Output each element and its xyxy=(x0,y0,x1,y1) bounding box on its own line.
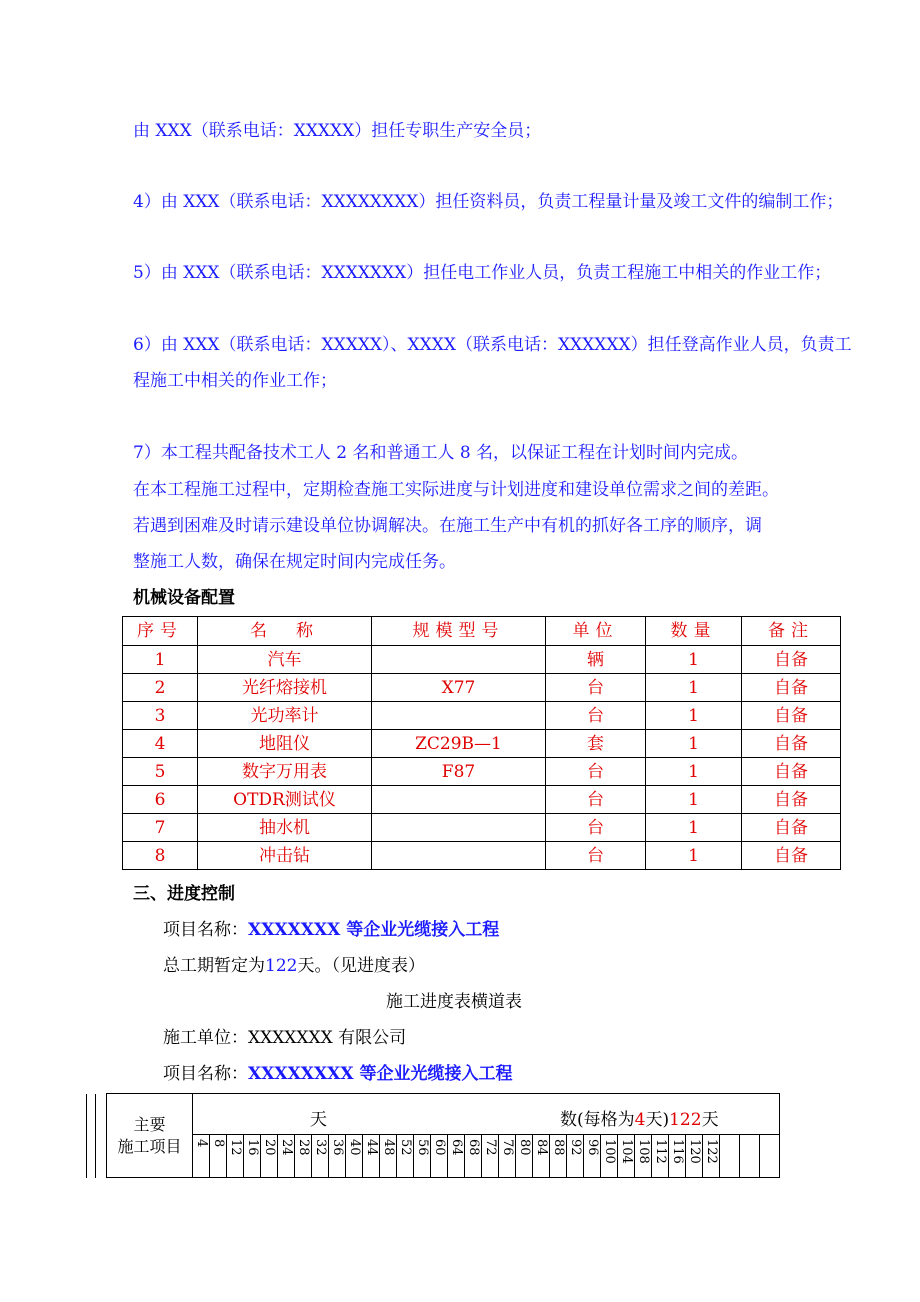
tick-label: 48 xyxy=(381,1139,396,1156)
tick-label: 4 xyxy=(194,1139,209,1148)
table-row xyxy=(123,646,841,674)
table-row xyxy=(123,702,841,730)
cell-note: 自备 xyxy=(742,730,841,758)
tick-label: 60 xyxy=(432,1139,447,1156)
table-row xyxy=(123,674,841,702)
cell-unit: 台 xyxy=(546,674,646,702)
paragraph-safety-officer: 由 XXX（联系电话：XXXXX）担任专职生产安全员； xyxy=(133,121,542,141)
project-name-line xyxy=(163,920,499,940)
tick-label: 120 xyxy=(687,1139,702,1164)
tick-cell xyxy=(567,1135,584,1178)
cell-unit: 套 xyxy=(546,730,646,758)
tick-cell xyxy=(760,1135,780,1178)
header-quantity: 数量 xyxy=(646,617,742,646)
cell-name: 光纤熔接机 xyxy=(198,674,372,702)
tick-label: 104 xyxy=(619,1139,634,1164)
schedule-header-row xyxy=(87,1094,780,1135)
table-row xyxy=(123,786,841,814)
tick-label: 122 xyxy=(704,1139,719,1164)
table-row xyxy=(123,842,841,870)
count-label-a: 数(每格为 xyxy=(560,1110,635,1130)
tick-cell xyxy=(261,1135,278,1178)
cell-name: 抽水机 xyxy=(198,814,372,842)
tick-cell xyxy=(465,1135,482,1178)
tick-label: 56 xyxy=(415,1139,430,1156)
count-label-b: 4 xyxy=(634,1110,646,1130)
tick-label: 84 xyxy=(534,1139,549,1156)
tick-cell xyxy=(210,1135,227,1178)
tick-cell xyxy=(550,1135,567,1178)
cell-note: 自备 xyxy=(742,674,841,702)
cell-unit: 台 xyxy=(546,842,646,870)
item-label-line2: 施工项目 xyxy=(117,1136,182,1156)
tick-label: 28 xyxy=(296,1139,311,1156)
unit-line xyxy=(163,1028,406,1048)
cell-model: ZC29B—1 xyxy=(372,730,546,758)
unit-name: XXXXXXX 有限公司 xyxy=(248,1028,407,1048)
section-heading: 三、进度控制 xyxy=(133,884,235,904)
header-index: 序号 xyxy=(123,617,198,646)
tick-cell xyxy=(397,1135,414,1178)
tick-label: 80 xyxy=(517,1139,532,1156)
tick-label: 12 xyxy=(228,1139,243,1156)
left-margin-cell xyxy=(96,1094,107,1178)
cell-unit: 台 xyxy=(546,814,646,842)
header-name: 名 称 xyxy=(198,617,372,646)
tick-cell xyxy=(329,1135,346,1178)
table-row xyxy=(123,758,841,786)
cell-quantity: 1 xyxy=(646,842,742,870)
tick-cell xyxy=(516,1135,533,1178)
paragraph-check-line2: 若遇到困难及时请示建设单位协调解决。在施工生产中有机的抓好各工序的顺序，调 xyxy=(133,516,762,536)
header-model: 规模型号 xyxy=(372,617,546,646)
item-label-cell xyxy=(107,1094,193,1178)
cell-name: 数字万用表 xyxy=(198,758,372,786)
tick-label: 52 xyxy=(398,1139,413,1156)
cell-note: 自备 xyxy=(742,646,841,674)
cell-model: F87 xyxy=(372,758,546,786)
table-row xyxy=(123,730,841,758)
tick-cell xyxy=(499,1135,516,1178)
tick-cell xyxy=(363,1135,380,1178)
tick-cell xyxy=(278,1135,295,1178)
tick-label: 44 xyxy=(364,1139,379,1156)
tick-label: 16 xyxy=(245,1139,260,1156)
tick-cell xyxy=(635,1135,652,1178)
equipment-title: 机械设备配置 xyxy=(133,588,235,608)
tick-label: 40 xyxy=(347,1139,362,1156)
project-name-line-2 xyxy=(163,1064,512,1084)
cell-unit: 辆 xyxy=(546,646,646,674)
schedule-title: 施工进度表横道表 xyxy=(386,992,522,1012)
cell-note: 自备 xyxy=(742,842,841,870)
cell-name: 光功率计 xyxy=(198,702,372,730)
tick-cell xyxy=(482,1135,499,1178)
tick-label: 92 xyxy=(568,1139,583,1156)
count-label xyxy=(560,1105,719,1130)
cell-model xyxy=(372,702,546,730)
tick-label: 20 xyxy=(262,1139,277,1156)
tick-label: 88 xyxy=(551,1139,566,1156)
tick-label: 116 xyxy=(670,1139,685,1164)
project-label-2: 项目名称： xyxy=(163,1064,248,1084)
header-note: 备注 xyxy=(742,617,841,646)
tick-cell xyxy=(584,1135,601,1178)
tick-label: 72 xyxy=(483,1139,498,1156)
cell-index: 8 xyxy=(123,842,198,870)
tick-cell xyxy=(312,1135,329,1178)
cell-quantity: 1 xyxy=(646,758,742,786)
tick-cell xyxy=(740,1135,760,1178)
cell-index: 3 xyxy=(123,702,198,730)
project-name-2: XXXXXXXX 等企业光缆接入工程 xyxy=(248,1064,513,1084)
left-margin-cell xyxy=(87,1094,96,1178)
cell-index: 6 xyxy=(123,786,198,814)
paragraph-item-6-line2: 程施工中相关的作业工作； xyxy=(133,371,337,391)
tick-cell xyxy=(669,1135,686,1178)
tick-label: 100 xyxy=(602,1139,617,1164)
project-name: XXXXXXX 等企业光缆接入工程 xyxy=(248,920,500,940)
period-suffix: 天。（见进度表） xyxy=(297,956,425,976)
cell-index: 5 xyxy=(123,758,198,786)
cell-note: 自备 xyxy=(742,758,841,786)
equipment-header-row xyxy=(123,617,841,646)
tick-label: 112 xyxy=(653,1139,668,1164)
tick-label: 68 xyxy=(466,1139,481,1156)
paragraph-item-4: 4）由 XXX（联系电话：XXXXXXXX）担任资料员，负责工程量计量及竣工文件的编制工作； xyxy=(133,192,844,212)
tick-cell xyxy=(380,1135,397,1178)
tick-cell xyxy=(431,1135,448,1178)
cell-unit: 台 xyxy=(546,758,646,786)
tick-cell xyxy=(533,1135,550,1178)
cell-model xyxy=(372,786,546,814)
cell-quantity: 1 xyxy=(646,646,742,674)
tick-cell xyxy=(720,1135,740,1178)
count-label-c: 天) xyxy=(645,1110,670,1130)
cell-index: 2 xyxy=(123,674,198,702)
paragraph-check-line1: 在本工程施工过程中，定期检查施工实际进度与计划进度和建设单位需求之间的差距。 xyxy=(133,480,779,500)
tick-cell xyxy=(346,1135,363,1178)
days-header-cell xyxy=(193,1094,780,1135)
tick-label: 8 xyxy=(211,1139,226,1148)
cell-unit: 台 xyxy=(546,786,646,814)
cell-index: 1 xyxy=(123,646,198,674)
tick-cell xyxy=(193,1135,210,1178)
tick-label: 64 xyxy=(449,1139,464,1156)
tick-label: 32 xyxy=(313,1139,328,1156)
days-label: 天 xyxy=(310,1110,327,1130)
tick-cell xyxy=(227,1135,244,1178)
cell-quantity: 1 xyxy=(646,702,742,730)
cell-name: 汽车 xyxy=(198,646,372,674)
tick-label: 76 xyxy=(500,1139,515,1156)
paragraph-item-7: 7）本工程共配备技术工人 2 名和普通工人 8 名，以保证工程在计划时间内完成。 xyxy=(133,443,749,463)
tick-cell xyxy=(295,1135,312,1178)
tick-label: 36 xyxy=(330,1139,345,1156)
cell-quantity: 1 xyxy=(646,814,742,842)
cell-model xyxy=(372,814,546,842)
cell-model xyxy=(372,646,546,674)
cell-name: 冲击钻 xyxy=(198,842,372,870)
paragraph-item-6-line1: 6）由 XXX（联系电话：XXXXX）、XXXX（联系电话：XXXXXX）担任登高作业人员，负责工 xyxy=(133,335,852,355)
tick-cell xyxy=(601,1135,618,1178)
period-line xyxy=(163,956,425,976)
tick-cell xyxy=(686,1135,703,1178)
item-label-line1: 主要 xyxy=(133,1114,166,1134)
cell-model xyxy=(372,842,546,870)
table-row xyxy=(123,814,841,842)
tick-cell xyxy=(448,1135,465,1178)
cell-note: 自备 xyxy=(742,814,841,842)
unit-label: 施工单位： xyxy=(163,1028,248,1048)
period-days: 122 xyxy=(265,956,298,976)
schedule-table xyxy=(86,1093,780,1178)
cell-name: OTDR测试仪 xyxy=(198,786,372,814)
tick-cell xyxy=(244,1135,261,1178)
period-prefix: 总工期暂定为 xyxy=(163,956,265,976)
cell-quantity: 1 xyxy=(646,674,742,702)
cell-note: 自备 xyxy=(742,702,841,730)
tick-cell xyxy=(618,1135,635,1178)
tick-cell xyxy=(652,1135,669,1178)
tick-label: 24 xyxy=(279,1139,294,1156)
cell-quantity: 1 xyxy=(646,730,742,758)
tick-label: 96 xyxy=(585,1139,600,1156)
cell-index: 7 xyxy=(123,814,198,842)
header-unit: 单位 xyxy=(546,617,646,646)
count-label-d: 122 xyxy=(669,1110,702,1130)
project-label: 项目名称： xyxy=(163,920,248,940)
paragraph-item-5: 5）由 XXX（联系电话：XXXXXXX）担任电工作业人员，负责工程施工中相关的作业工作； xyxy=(133,263,832,283)
cell-unit: 台 xyxy=(546,702,646,730)
cell-note: 自备 xyxy=(742,786,841,814)
paragraph-check-line3: 整施工人数，确保在规定时间内完成任务。 xyxy=(133,552,456,572)
cell-name: 地阻仪 xyxy=(198,730,372,758)
cell-model: X77 xyxy=(372,674,546,702)
equipment-table xyxy=(122,616,841,870)
tick-cell xyxy=(703,1135,720,1178)
cell-index: 4 xyxy=(123,730,198,758)
cell-quantity: 1 xyxy=(646,786,742,814)
tick-label: 108 xyxy=(636,1139,651,1164)
count-label-e: 天 xyxy=(701,1110,719,1130)
tick-cell xyxy=(414,1135,431,1178)
